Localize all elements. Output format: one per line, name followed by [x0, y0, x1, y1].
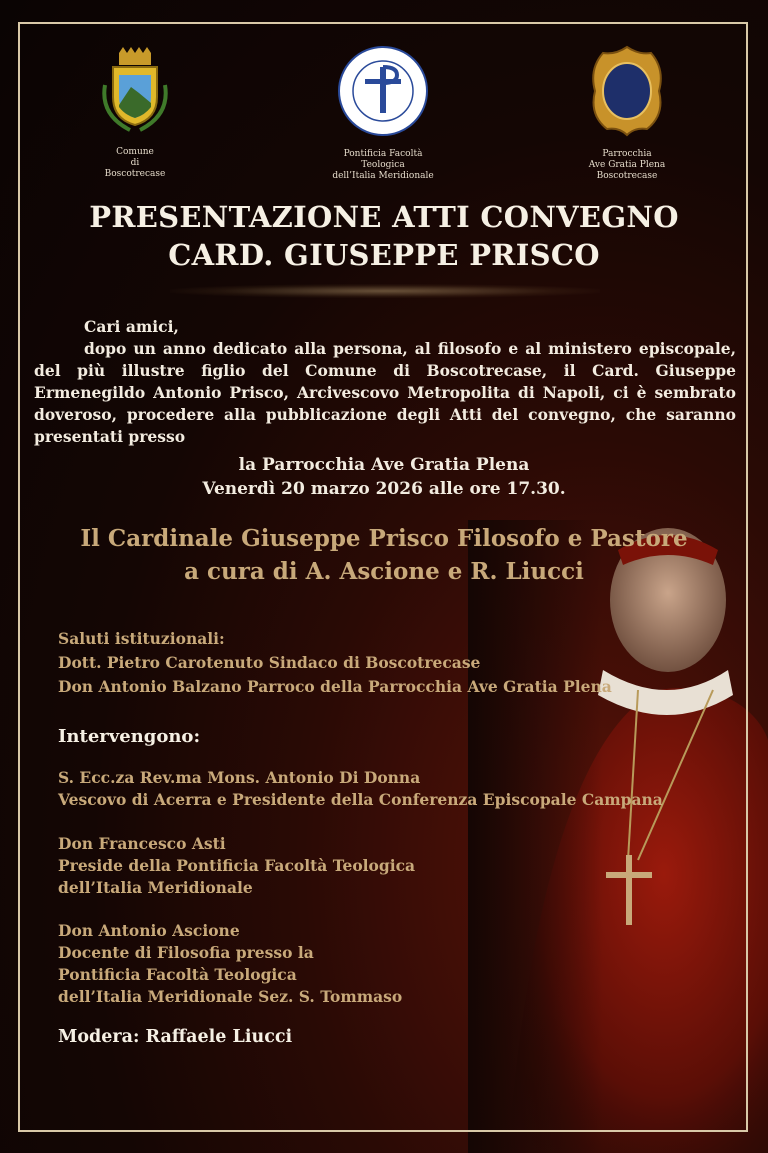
logo-parrocchia	[572, 45, 682, 182]
intro-body: dopo un anno dedicato alla persona, al filosofo e al ministero episcopale, del più illustre figlio del Comune di Boscotrecase, il Card. Giuseppe Ermenegildo Antonio Prisco, Arcivescovo Metropolita di Napoli, ci è sembrato doveroso, procedere alla pubblicazione degli Atti del convegno, che saranno presentati presso	[34, 339, 736, 446]
intro-letter	[34, 316, 736, 448]
title-line-2: CARD. GIUSEPPE PRISCO	[168, 238, 600, 272]
speaker-role: Pontificia Facoltà Teologica	[58, 965, 297, 984]
book-title: Il Cardinale Giuseppe Prisco Filosofo e Pastore	[80, 525, 688, 552]
logo-pftim	[318, 45, 448, 182]
logo-parrocchia-caption: Parrocchia Ave Gratia Plena Boscotrecase	[588, 149, 666, 181]
speaker-role: dell’Italia Meridionale Sez. S. Tommaso	[58, 987, 403, 1006]
interventi-heading: Intervengono:	[58, 726, 201, 747]
saluti-section	[58, 628, 718, 700]
venue-date: Venerdì 20 marzo 2026 alle ore 17.30.	[202, 479, 566, 499]
logo-comune-caption: Comune di Boscotrecase	[104, 147, 166, 179]
speaker-name: Don Antonio Ascione	[58, 921, 240, 940]
comune-coat-of-arms-icon	[95, 128, 175, 138]
parrocchia-emblem-icon	[587, 130, 667, 140]
saluti-heading: Saluti istituzionali:	[58, 629, 225, 648]
speaker-role: Vescovo di Acerra e Presidente della Conferenza Episcopale Campana	[58, 790, 663, 809]
speaker-ascione	[58, 920, 718, 1008]
speaker-role: Docente di Filosofia presso la	[58, 943, 314, 962]
speaker-role: dell’Italia Meridionale	[58, 878, 253, 897]
title-line-1: PRESENTAZIONE ATTI CONVEGNO	[89, 200, 679, 234]
title-divider	[170, 284, 600, 298]
venue-place: la Parrocchia Ave Gratia Plena	[238, 455, 530, 475]
saluti-item: Dott. Pietro Carotenuto Sindaco di Boscotrecase	[58, 653, 481, 672]
speaker-name: Don Francesco Asti	[58, 834, 226, 853]
page-title	[40, 198, 728, 274]
saluti-item: Don Antonio Balzano Parroco della Parrocchia Ave Gratia Plena	[58, 677, 612, 696]
speaker-asti	[58, 833, 718, 899]
logo-pftim-caption: Pontificia Facoltà Teologica dell’Italia Meridionale	[332, 149, 434, 181]
speaker-role: Preside della Pontificia Facoltà Teologica	[58, 856, 416, 875]
speaker-di-donna	[58, 767, 718, 811]
book-editors: a cura di A. Ascione e R. Liucci	[184, 558, 584, 585]
intro-greeting: Cari amici,	[84, 317, 179, 336]
moderator: Modera: Raffaele Liucci	[58, 1027, 293, 1047]
pftim-seal-icon	[337, 130, 429, 140]
speaker-name: S. Ecc.za Rev.ma Mons. Antonio Di Donna	[58, 768, 421, 787]
book-title-block	[40, 522, 728, 588]
logo-comune	[80, 45, 190, 180]
event-venue	[40, 453, 728, 501]
